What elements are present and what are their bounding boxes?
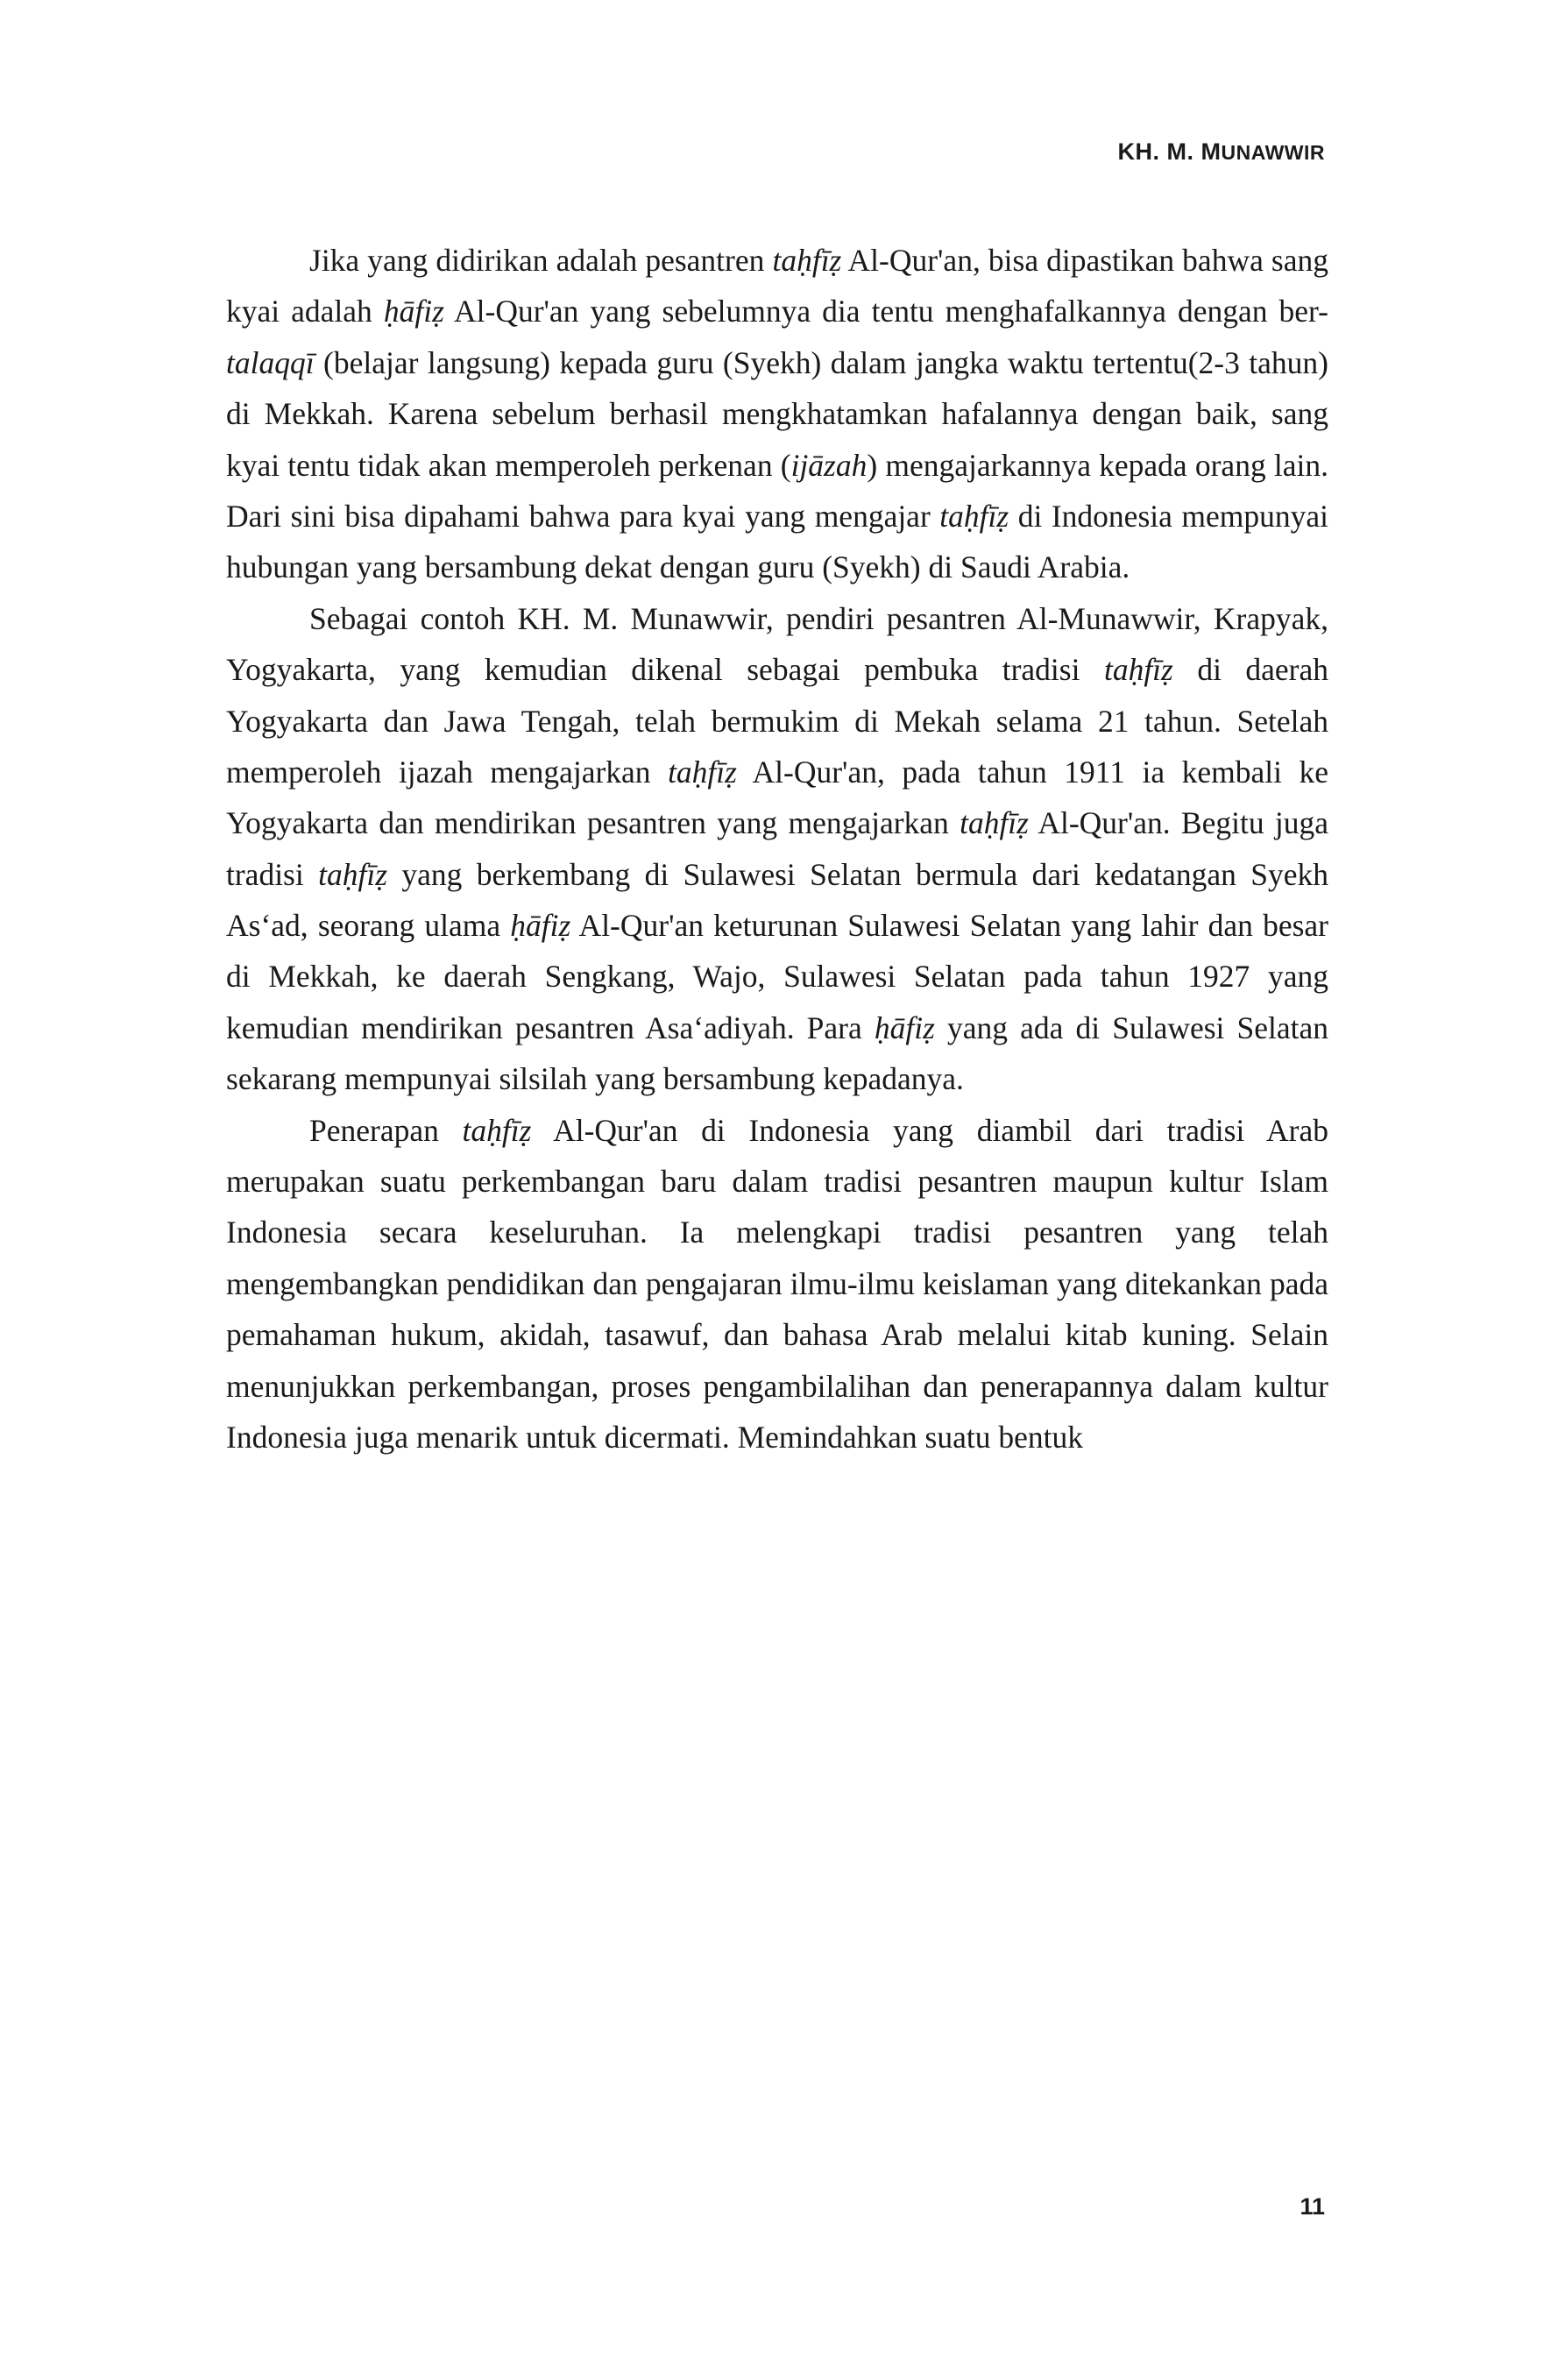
paragraph-2: [226, 593, 1328, 1105]
paragraph-1: [226, 235, 1328, 593]
running-head-smallcaps: UNAWWIR: [1221, 141, 1325, 164]
text-run: Al-Qur'an, pada tahun 1911 ia kembali ke Yogyakarta dan mendirikan pesantren yang mengajarkan: [226, 754, 1328, 841]
paragraph-3: [226, 1105, 1328, 1463]
running-head: [1118, 138, 1325, 166]
text-run: Al-Qur'an keturunan Sulawesi Selatan yang lahir dan besar di Mekkah, ke daerah Sengkang, Wajo, Sulawesi Selatan pada tahun 1927 yang kemudian mendirikan pesantren Asa‘adiyah. Para: [226, 908, 1328, 1045]
text-run: taḥfīẓ: [668, 754, 737, 790]
running-head-lead: KH. M. M: [1117, 138, 1222, 165]
text-run: ḥāfiẓ: [510, 908, 571, 944]
text-run: Jika yang didirikan adalah pesantren: [309, 243, 773, 278]
text-run: yang ada di Sulawesi Selatan sekarang mempunyai silsilah yang bersambung kepadanya.: [226, 1009, 1328, 1097]
text-run: Al-Qur'an, bisa dipastikan bahwa sang kyai adalah: [226, 243, 1328, 329]
text-run: Al-Qur'an di Indonesia yang diambil dari tradisi Arab merupakan suatu perkembangan baru dalam tradisi pesantren maupun kultur Islam Indonesia secara keseluruhan. Ia melengkapi tradisi pesantren yang telah mengembangkan pendidikan dan pengajaran ilmu-ilmu keislaman yang ditekankan pada pemahaman hukum, akidah, tasawuf, dan bahasa Arab melalui kitab kuning. Selain menunjukkan perkembangan, proses pengambilalihan dan penerapannya dalam kultur Indonesia juga menarik untuk dicermati. Memindahkan suatu bentuk: [226, 1112, 1328, 1455]
text-run: Al-Qur'an. Begitu juga tradisi: [226, 805, 1328, 892]
text-run: yang berkembang di Sulawesi Selatan bermula dari kedatangan Syekh As‘ad, seorang ulama: [226, 856, 1329, 944]
text-run: Penerapan: [309, 1112, 463, 1148]
text-run: Al-Qur'an yang sebelumnya dia tentu menghafalkannya dengan ber-: [443, 294, 1328, 329]
page-body: [226, 235, 1328, 1463]
text-run: di daerah Yogyakarta dan Jawa Tengah, telah bermukim di Mekah selama 21 tahun. Setelah memperoleh ijazah mengajarkan: [226, 652, 1328, 790]
text-run: ijāzah: [790, 447, 868, 483]
text-run: taḥfīẓ: [960, 805, 1029, 841]
text-run: taḥfīẓ: [772, 243, 842, 278]
text-run: (belajar langsung) kepada guru (Syekh) dalam jangka waktu tertentu(2-3 tahun) di Mekkah. Karena sebelum berhasil mengkhatamkan hafalannya dengan baik, sang kyai tentu tidak akan memperoleh perkenan (: [226, 344, 1328, 483]
text-run: ḥāfiẓ: [383, 294, 444, 329]
text-run: taḥfīẓ: [939, 498, 1009, 534]
text-run: ḥāfiẓ: [874, 1009, 935, 1045]
page-number: 11: [1300, 2193, 1325, 2220]
text-run: ) mengajarkannya kepada orang lain. Dari sini bisa dipahami bahwa para kyai yang mengajar: [226, 447, 1328, 534]
text-run: talaqqī: [226, 344, 315, 380]
text-run: taḥfīẓ: [462, 1112, 532, 1148]
running-head-text: [1118, 138, 1325, 165]
text-run: taḥfīẓ: [1103, 652, 1173, 688]
text-run: taḥfīẓ: [318, 856, 388, 892]
text-run: Sebagai contoh KH. M. Munawwir, pendiri pesantren Al-Munawwir, Krapyak, Yogyakarta, yang kemudian dikenal sebagai pembuka tradisi: [226, 600, 1328, 688]
text-run: di Indonesia mempunyai hubungan yang bersambung dekat dengan guru (Syekh) di Saudi Arabia.: [226, 498, 1328, 585]
